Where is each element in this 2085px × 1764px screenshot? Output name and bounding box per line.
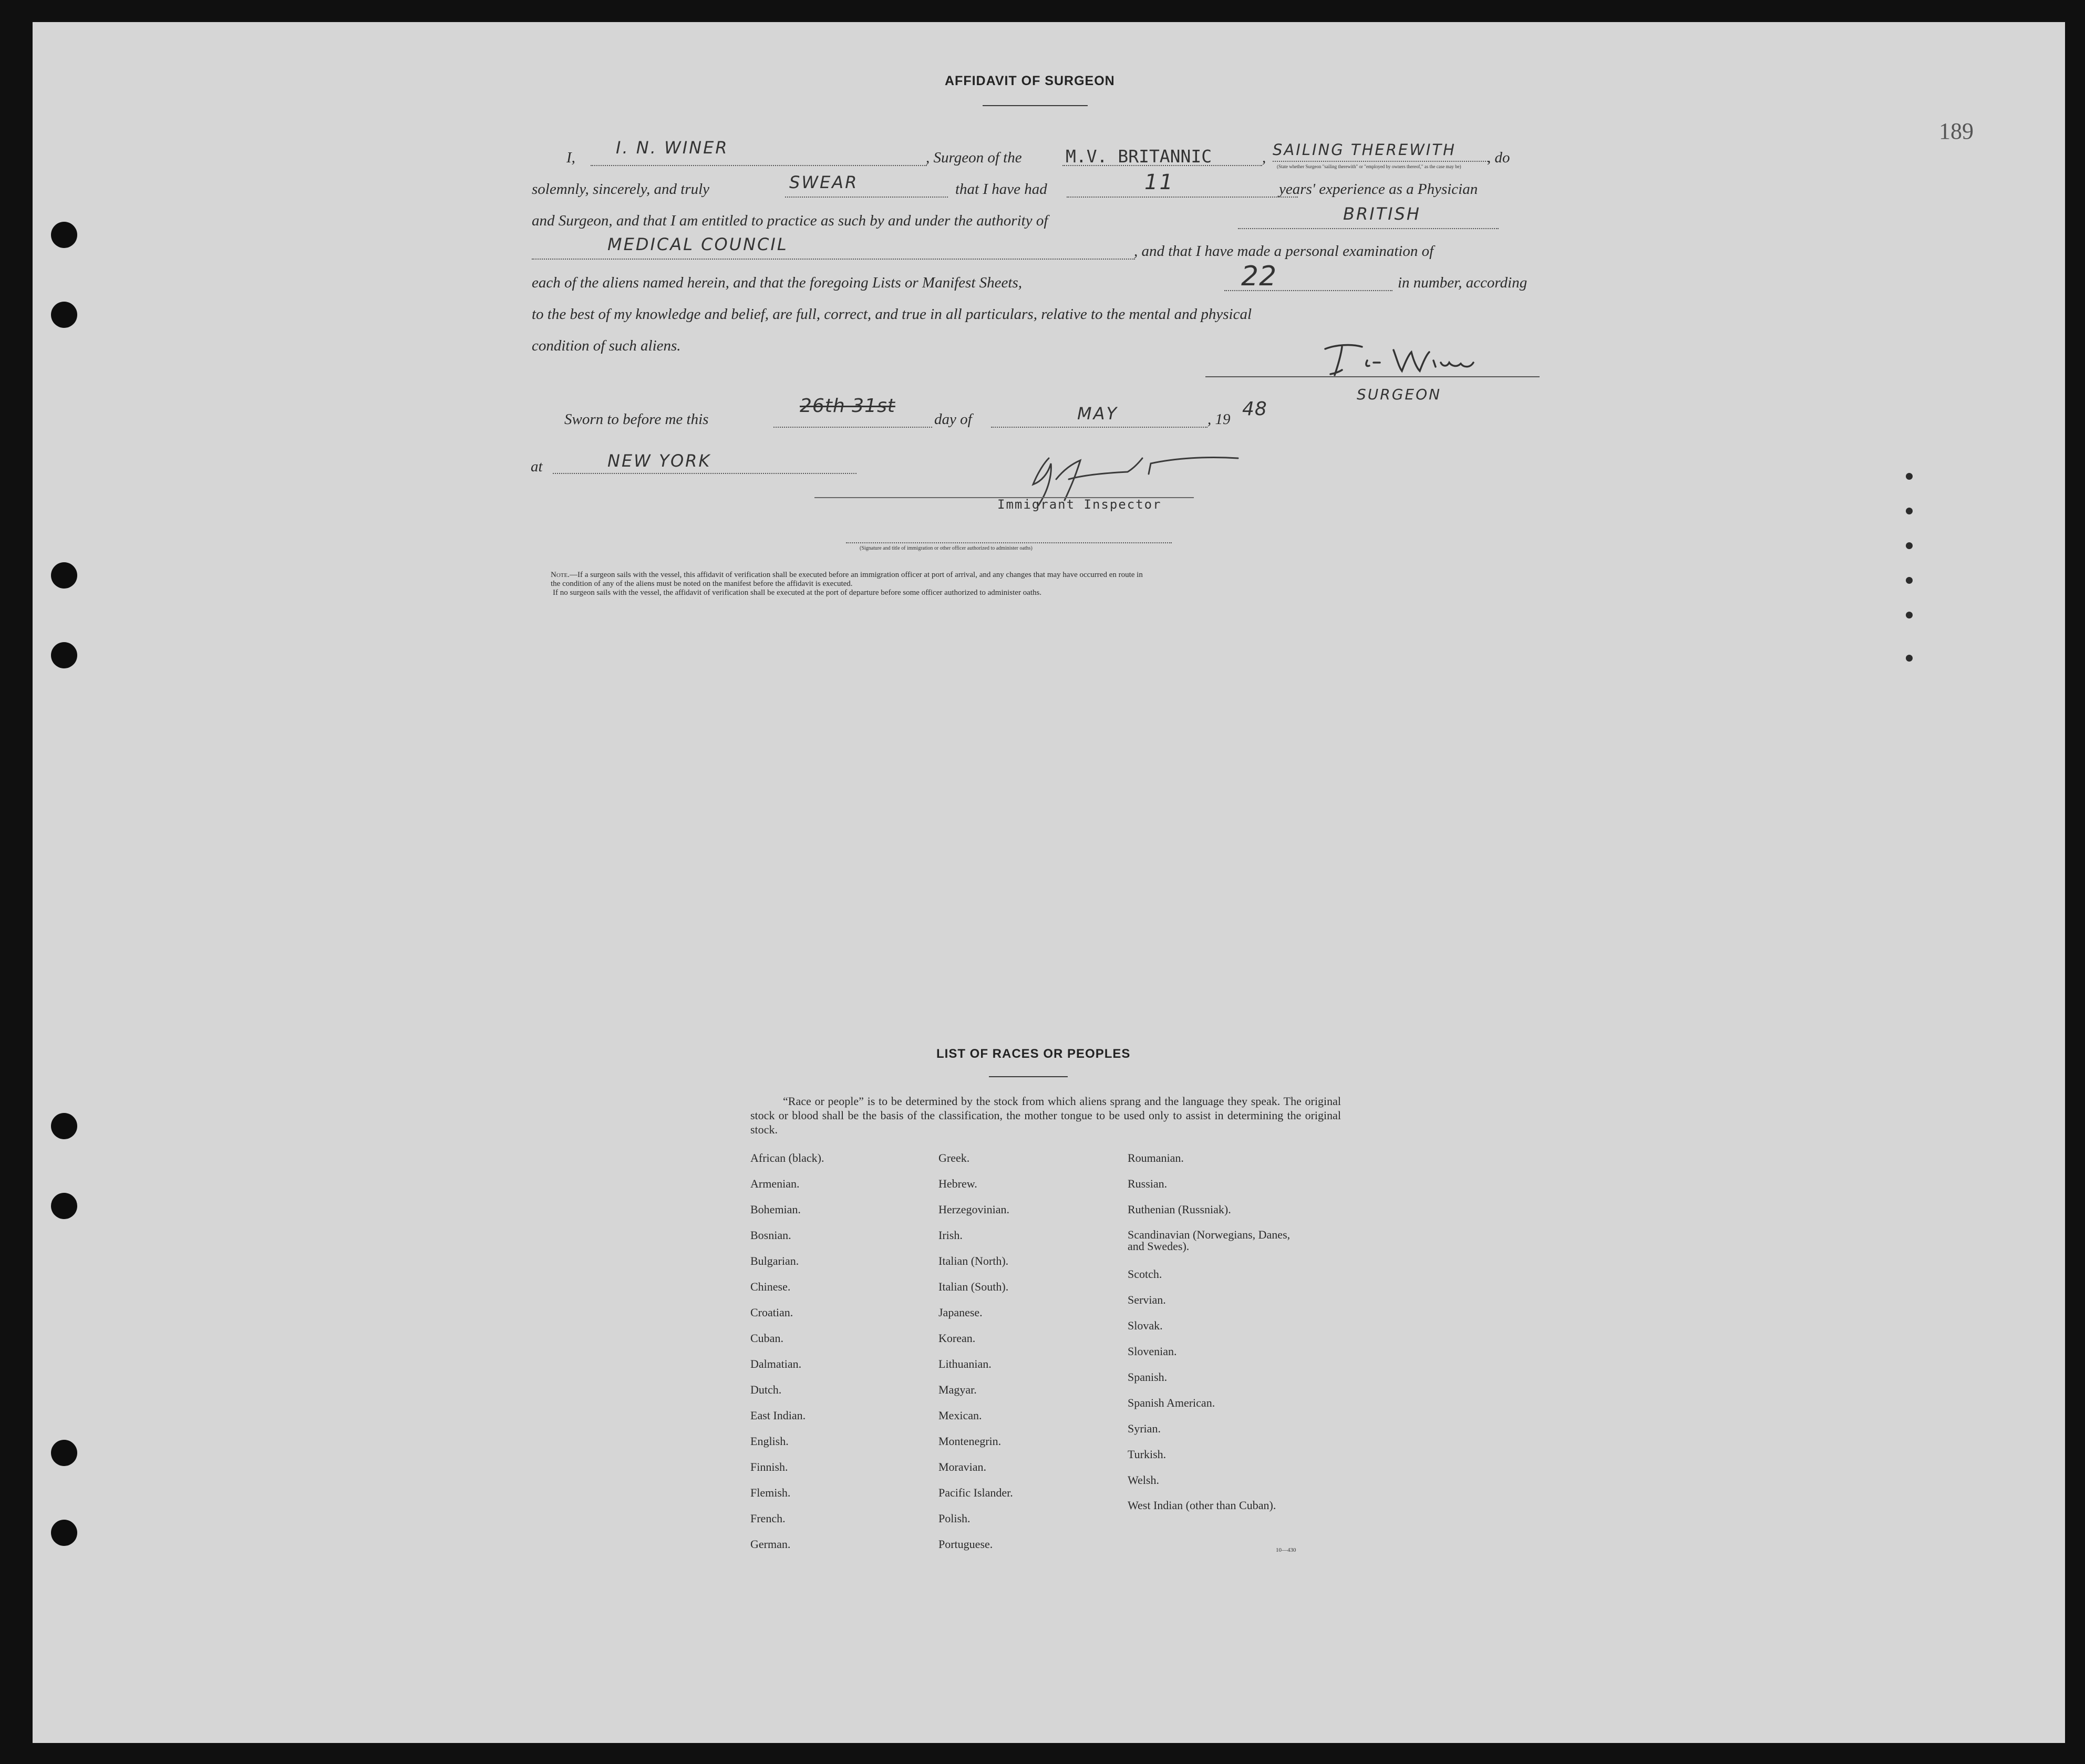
races-column-2 — [938, 1152, 1013, 1564]
authority-field-line — [1238, 228, 1499, 229]
race-item: Greek. — [938, 1151, 970, 1164]
margin-dot — [1906, 508, 1913, 514]
margin-dot — [1906, 542, 1913, 549]
binder-hole — [51, 1193, 77, 1219]
race-item: Cuban. — [750, 1332, 783, 1345]
place-field-line — [553, 473, 856, 474]
race-item: Welsh. — [1128, 1473, 1159, 1487]
race-item: Irish. — [938, 1229, 963, 1242]
line7: condition of such aliens. — [532, 337, 681, 354]
binder-hole — [51, 642, 77, 668]
line5-post: in number, according — [1398, 274, 1527, 291]
race-item: Syrian. — [1128, 1422, 1161, 1435]
race-item: Russian. — [1128, 1177, 1168, 1190]
margin-dot — [1906, 612, 1913, 618]
line1-comma: , — [1262, 149, 1266, 166]
race-item: West Indian (other than Cuban). — [1128, 1499, 1276, 1512]
year-prefix: , 19 — [1207, 411, 1231, 428]
race-item: Roumanian. — [1128, 1151, 1184, 1164]
surgeon-status: SAILING THEREWITH — [1273, 141, 1456, 159]
race-item: Turkish. — [1128, 1448, 1167, 1461]
line2-post: years' experience as a Physician — [1279, 181, 1478, 198]
race-item: Lithuanian. — [938, 1357, 992, 1370]
authority-line1: BRITISH — [1343, 204, 1421, 224]
line5-pre: each of the aliens named herein, and that the foregoing Lists or Manifest Sheets, — [532, 274, 1022, 291]
oath-field-line — [785, 197, 948, 198]
line3-pre: and Surgeon, and that I am entitled to practice as such by and under the authority of — [532, 212, 1048, 229]
race-item: Italian (North). — [938, 1254, 1009, 1267]
race-item: Scandinavian (Norwegians, Danes, and Swedes). — [1128, 1228, 1291, 1253]
race-item: Ruthenian (Russniak). — [1128, 1203, 1231, 1216]
race-item: Herzegovinian. — [938, 1203, 1009, 1216]
sworn-pre: Sworn to before me this — [564, 411, 709, 428]
binder-hole — [51, 222, 77, 248]
title-underline — [983, 105, 1088, 106]
name-field-line — [591, 165, 927, 166]
race-item: Spanish. — [1128, 1370, 1168, 1384]
form-number: 10—430 — [1276, 1547, 1296, 1553]
note-line1 — [551, 571, 1143, 580]
races-intro: “Race or people” is to be determined by the stock from which aliens sprang and the language they speak. The original stock or blood shall be the basis of the classification, the mother tongue to be used only to assist in determining the original stock. — [750, 1095, 1341, 1136]
note-text1: —If a surgeon sails with the vessel, this affidavit of verification shall be executed before an immigration officer at port of arrival, and any changes that may have occurred en route in — [569, 571, 1143, 579]
races-column-1 — [750, 1152, 824, 1564]
line1-pre: I, — [566, 149, 575, 166]
binder-hole — [51, 1113, 77, 1139]
binder-hole — [51, 1440, 77, 1466]
race-item: German. — [750, 1538, 791, 1551]
day-struck: 26th 31st — [800, 395, 895, 417]
inspector-stamp: Immigrant Inspector — [997, 497, 1162, 512]
inspector-caption: (Signature and title of immigration or other officer authorized to administer oaths) — [860, 545, 1033, 551]
race-item: French. — [750, 1512, 786, 1525]
note-line3: If no surgeon sails with the vessel, the affidavit of verification shall be executed at the port of departure before some officer authorized to administer oaths. — [553, 589, 1042, 597]
affidavit-note — [551, 571, 1143, 597]
document-sheet — [33, 22, 2065, 1743]
line6: to the best of my knowledge and belief, are full, correct, and true in all particulars, relative to the mental and physical — [532, 306, 1252, 323]
at-pre: at — [531, 458, 543, 475]
race-item: Hebrew. — [938, 1177, 977, 1190]
race-item: Italian (South). — [938, 1280, 1009, 1293]
year-suffix: 48 — [1242, 398, 1267, 420]
race-item: African (black). — [750, 1151, 824, 1164]
surgeon-name: I. N. WINER — [616, 138, 729, 158]
years-field-line — [1067, 197, 1298, 198]
line1-mid: , Surgeon of the — [926, 149, 1022, 166]
surgeon-signature — [1315, 339, 1493, 381]
vessel-name: M.V. BRITANNIC — [1066, 146, 1212, 167]
race-item: Chinese. — [750, 1280, 791, 1293]
race-item: Bulgarian. — [750, 1254, 799, 1267]
status-field-line — [1273, 161, 1488, 162]
sworn-mid: day of — [934, 411, 972, 428]
day-field-line — [773, 427, 932, 428]
line2-mid: that I have had — [955, 181, 1047, 198]
race-item: Montenegrin. — [938, 1435, 1002, 1448]
race-item: English. — [750, 1435, 789, 1448]
margin-dot — [1906, 655, 1913, 662]
race-item: Spanish American. — [1128, 1396, 1215, 1409]
races-title: LIST OF RACES OR PEOPLES — [936, 1047, 1131, 1061]
race-item: Bohemian. — [750, 1203, 801, 1216]
race-item: Slovak. — [1128, 1319, 1163, 1332]
page-number: 189 — [1939, 118, 1974, 144]
surgeon-signature-line — [1205, 376, 1540, 377]
inspector-caption-line — [846, 542, 1172, 543]
race-item: Slovenian. — [1128, 1345, 1177, 1358]
race-item: Magyar. — [938, 1383, 977, 1396]
binder-hole — [51, 302, 77, 328]
race-item: Scotch. — [1128, 1267, 1162, 1281]
line1-post: , do — [1487, 149, 1510, 166]
race-item: Dalmatian. — [750, 1357, 802, 1370]
note-line2: the condition of any of the aliens must be noted on the manifest before the affidavit is executed. — [551, 580, 853, 588]
races-title-underline — [989, 1076, 1068, 1077]
month-field-line — [991, 427, 1207, 428]
race-item: Flemish. — [750, 1486, 791, 1499]
race-item: Pacific Islander. — [938, 1486, 1013, 1499]
race-item: Bosnian. — [750, 1229, 791, 1242]
oath-word: SWEAR — [789, 172, 859, 192]
race-item: Korean. — [938, 1332, 976, 1345]
line4-post: , and that I have made a personal examination of — [1134, 243, 1434, 260]
race-item: Moravian. — [938, 1460, 987, 1473]
surgeon-caption: SURGEON — [1357, 386, 1442, 403]
race-item: Japanese. — [938, 1306, 983, 1319]
authority-line2: MEDICAL COUNCIL — [607, 234, 788, 254]
race-item: Mexican. — [938, 1409, 982, 1422]
binder-hole — [51, 562, 77, 589]
status-note: (State whether Surgeon "sailing therewith" or "employed by owners thereof," as the case may be) — [1277, 164, 1461, 169]
line2-pre: solemnly, sincerely, and truly — [532, 181, 710, 198]
race-item: Polish. — [938, 1512, 971, 1525]
race-item: Dutch. — [750, 1383, 782, 1396]
race-item: Finnish. — [750, 1460, 788, 1473]
note-label: Note. — [551, 571, 570, 579]
sworn-place: NEW YORK — [607, 451, 711, 471]
race-item: Croatian. — [750, 1306, 793, 1319]
sheets-count: 22 — [1241, 261, 1277, 292]
race-item: East Indian. — [750, 1409, 806, 1422]
race-item: Armenian. — [750, 1177, 800, 1190]
races-column-3 — [1128, 1152, 1306, 1539]
sworn-month: MAY — [1077, 404, 1119, 424]
race-item: Portuguese. — [938, 1538, 993, 1551]
years-experience: 11 — [1144, 170, 1174, 194]
margin-dot — [1906, 473, 1913, 480]
margin-dot — [1906, 577, 1913, 584]
authority2-field-line — [532, 259, 1135, 260]
binder-hole — [51, 1520, 77, 1546]
affidavit-title: AFFIDAVIT OF SURGEON — [945, 74, 1115, 88]
race-item: Servian. — [1128, 1293, 1166, 1306]
